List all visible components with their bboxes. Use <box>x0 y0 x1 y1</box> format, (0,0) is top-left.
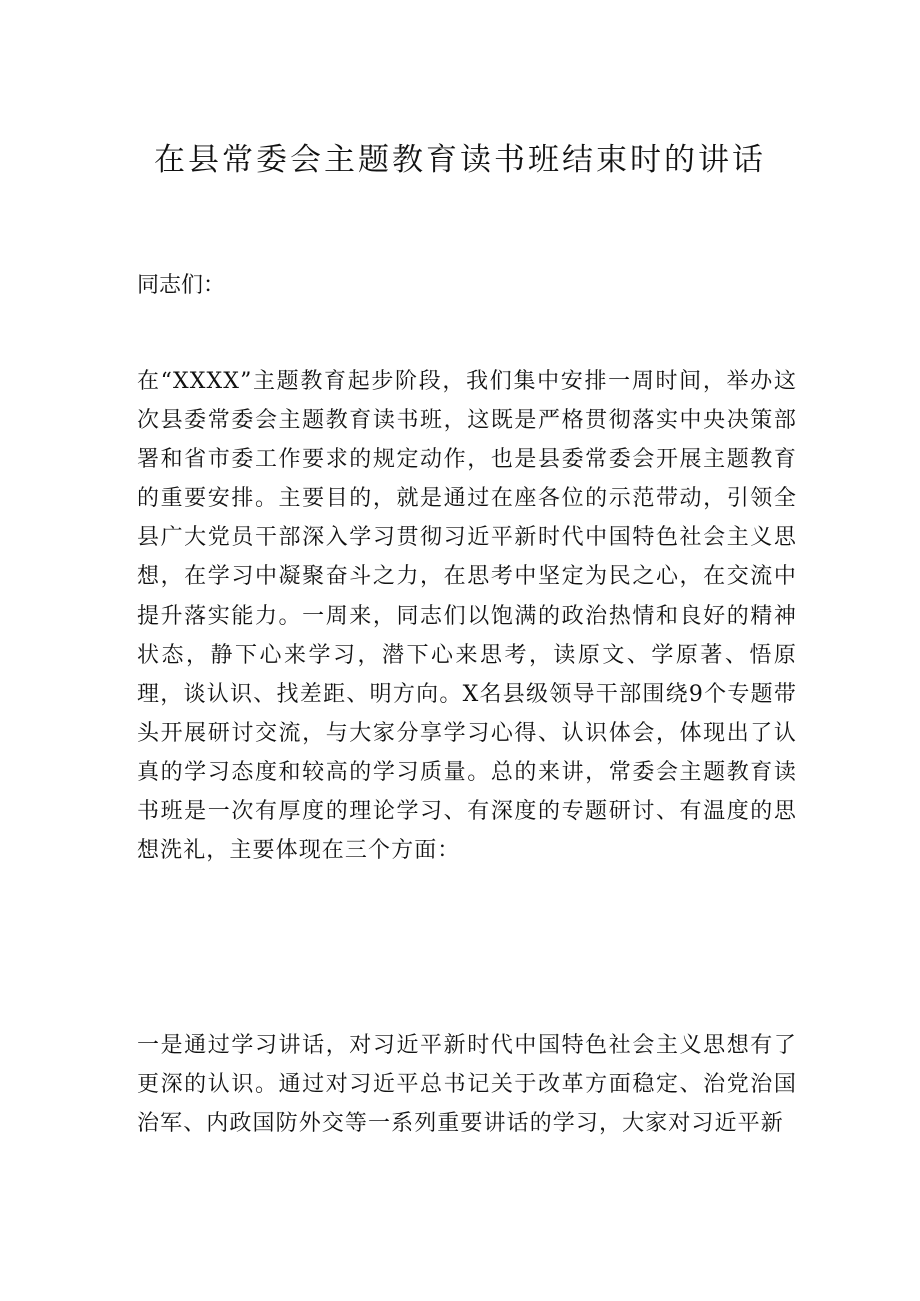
document-title: 在县常委会主题教育读书班结束时的讲话 <box>154 142 766 178</box>
paragraph-point-one: 一是通过学习讲话，对习近平新时代中国特色社会主义思想有了更深的认识。通过对习近平总书记关于改革方面稳定、治党治国治军、内政国防外交等一系列重要讲话的学习，大家对习近平新 <box>137 1033 797 1137</box>
salutation: 同志们： <box>137 273 226 298</box>
paragraph-intro: 在“XXXX”主题教育起步阶段，我们集中安排一周时间，举办这次县委常委会主题教育读书班，这既是严格贯彻落实中央决策部署和省市委工作要求的规定动作，也是县委常委会开展主题教育的重要安排。主要目的，就是通过在座各位的示范带动，引领全县广大党员干部深入学习贯彻习近平新时代中国特色社会主义思想，在学习中凝聚奋斗之力，在思考中坚定为民之心，在交流中提升落实能力。一周来，同志们以饱满的政治热情和良好的精神状态，静下心来学习，潜下心来思考，读原文、学原著、悟原理，谈认识、找差距、明方向。X名县级领导干部围绕9个专题带头开展研讨交流，与大家分享学习心得、认识体会，体现出了认真的学习态度和较高的学习质量。总的来讲，常委会主题教育读书班是一次有厚度的理论学习、有深度的专题研讨、有温度的思想洗礼，主要体现在三个方面： <box>137 369 797 864</box>
